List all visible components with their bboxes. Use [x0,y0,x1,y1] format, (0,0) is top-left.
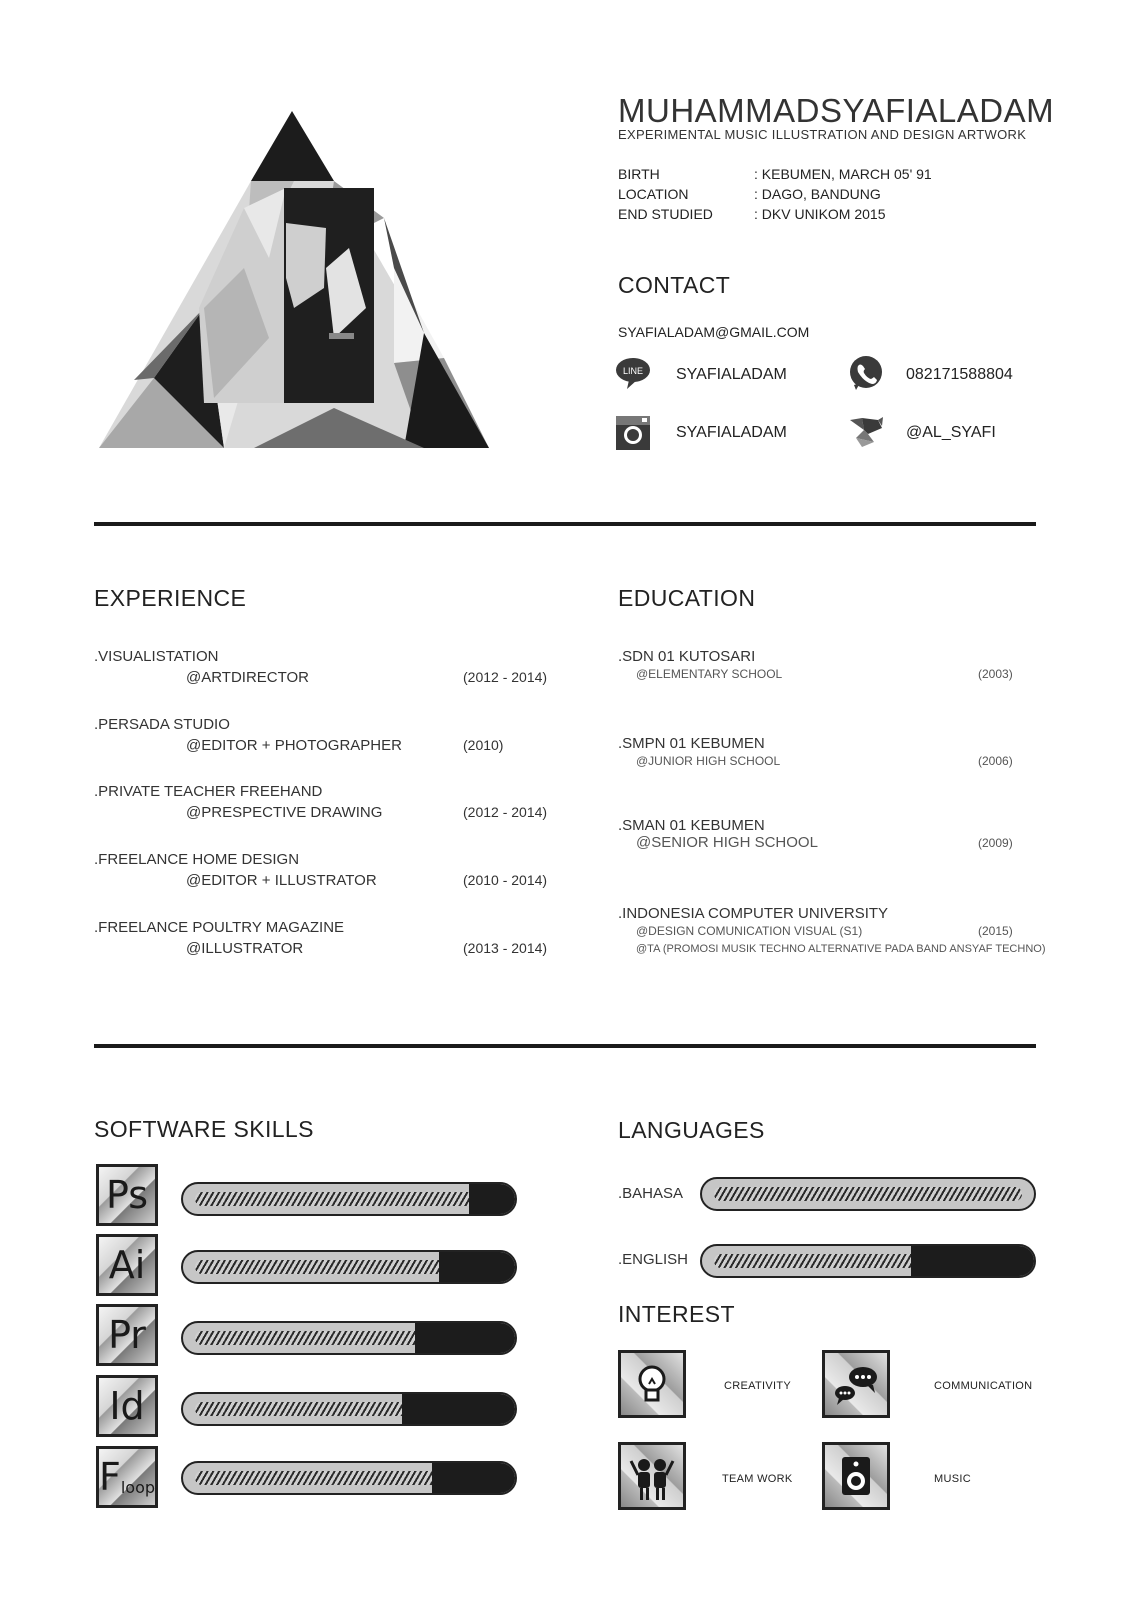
experience-years: (2012 - 2014) [463,669,548,685]
language-bar-remainder [911,1246,1034,1276]
education-level: @DESIGN COMUNICATION VISUAL (S1) [636,924,863,938]
experience-years: (2010) [463,737,504,753]
portrait-triangle-art [94,108,494,453]
contact-email[interactable]: SYAFIALADAM@GMAIL.COM [618,324,810,340]
line-icon-text: LINE [622,366,644,376]
skill-bar [181,1250,517,1284]
education-school: .SMPN 01 KEBUMEN [618,735,765,752]
contact-phone[interactable]: 082171588804 [906,366,1013,383]
education-level: @ELEMENTARY SCHOOL [636,667,783,681]
info-label-end-studied: END STUDIED [618,206,713,222]
experience-role: @ILLUSTRATOR [186,940,304,957]
education-year: (2015) [978,924,1013,938]
premiere-icon [96,1304,158,1366]
line-chat-icon [615,355,651,391]
info-value-end-studied: : DKV UNIKOM 2015 [754,206,886,222]
info-label-birth: BIRTH [618,166,660,182]
experience-role: @ARTDIRECTOR [186,669,310,686]
skill-bar-remainder [469,1184,515,1214]
contact-twitter[interactable]: @AL_SYAFI [906,424,996,441]
team-people-icon [618,1442,686,1510]
education-level: @SENIOR HIGH SCHOOL [636,834,818,851]
experience-role: @EDITOR + ILLUSTRATOR [186,872,377,889]
language-label: .ENGLISH [618,1251,689,1268]
education-year: (2006) [978,754,1013,768]
contact-heading: CONTACT [618,272,731,298]
fruity-loops-icon [96,1446,158,1508]
interest-label: COMMUNICATION [934,1380,1033,1392]
education-year: (2003) [978,667,1013,681]
contact-instagram[interactable]: SYAFIALADAM [676,424,787,441]
skill-bar-remainder [415,1323,515,1353]
software-abbr-sub: loop [120,1478,156,1497]
skill-bar-remainder [439,1252,515,1282]
indesign-icon [96,1375,158,1437]
experience-years: (2012 - 2014) [463,804,548,820]
skill-bar [181,1392,517,1426]
language-bar [700,1177,1036,1211]
education-school: .SDN 01 KUTOSARI [618,648,756,665]
chat-bubbles-icon [822,1350,890,1418]
language-bar-fill [714,1187,1022,1201]
experience-title: .FREELANCE POULTRY MAGAZINE [94,919,345,936]
experience-title: .PERSADA STUDIO [94,716,230,733]
skill-bar-remainder [432,1463,515,1493]
software-skills-heading: SOFTWARE SKILLS [94,1116,314,1142]
twitter-bird-icon [848,412,884,448]
experience-role: @EDITOR + PHOTOGRAPHER [186,737,402,754]
interest-label: TEAM WORK [722,1473,793,1485]
experience-years: (2010 - 2014) [463,872,548,888]
education-level: @JUNIOR HIGH SCHOOL [636,754,781,768]
instagram-icon [615,415,651,451]
languages-heading: LANGUAGES [618,1117,765,1143]
interest-label: CREATIVITY [724,1380,791,1392]
software-abbr: Ps [105,1173,149,1217]
lightbulb-icon [618,1350,686,1418]
experience-years: (2013 - 2014) [463,940,548,956]
interest-label: MUSIC [934,1473,971,1485]
education-year: (2009) [978,836,1013,850]
skill-bar-fill [195,1192,515,1206]
experience-title: .FREELANCE HOME DESIGN [94,851,300,868]
interest-heading: INTEREST [618,1301,735,1327]
education-note: @TA (PROMOSI MUSIK TECHNO ALTERNATIVE PADA BAND ANSYAF TECHNO) [636,943,1046,955]
info-value-location: : DAGO, BANDUNG [754,186,881,202]
tagline: EXPERIMENTAL MUSIC ILLUSTRATION AND DESIGN ARTWORK [618,127,1027,142]
photoshop-icon [96,1164,158,1226]
software-abbr: F [98,1455,121,1499]
software-abbr: Pr [108,1313,146,1357]
contact-line-id[interactable]: SYAFIALADAM [676,366,787,383]
skill-bar-remainder [402,1394,515,1424]
education-school: .INDONESIA COMPUTER UNIVERSITY [618,905,889,922]
software-abbr: Id [109,1384,145,1428]
software-abbr: Ai [108,1243,146,1287]
experience-role: @PRESPECTIVE DRAWING [186,804,383,821]
speaker-icon [822,1442,890,1510]
experience-heading: EXPERIENCE [94,585,247,611]
language-label: .BAHASA [618,1185,684,1202]
info-value-birth: : KEBUMEN, MARCH 05' 91 [754,166,932,182]
language-bar [700,1244,1036,1278]
skill-bar [181,1461,517,1495]
illustrator-icon [96,1234,158,1296]
info-label-location: LOCATION [618,186,689,202]
section-divider [94,1044,1036,1048]
education-school: .SMAN 01 KEBUMEN [618,817,765,834]
phone-icon [848,355,884,391]
experience-title: .VISUALISTATION [94,648,219,665]
education-heading: EDUCATION [618,585,756,611]
experience-title: .PRIVATE TEACHER FREEHAND [94,783,323,800]
skill-bar [181,1182,517,1216]
person-name: MUHAMMADSYAFIALADAM [618,92,1055,129]
section-divider [94,522,1036,526]
skill-bar [181,1321,517,1355]
